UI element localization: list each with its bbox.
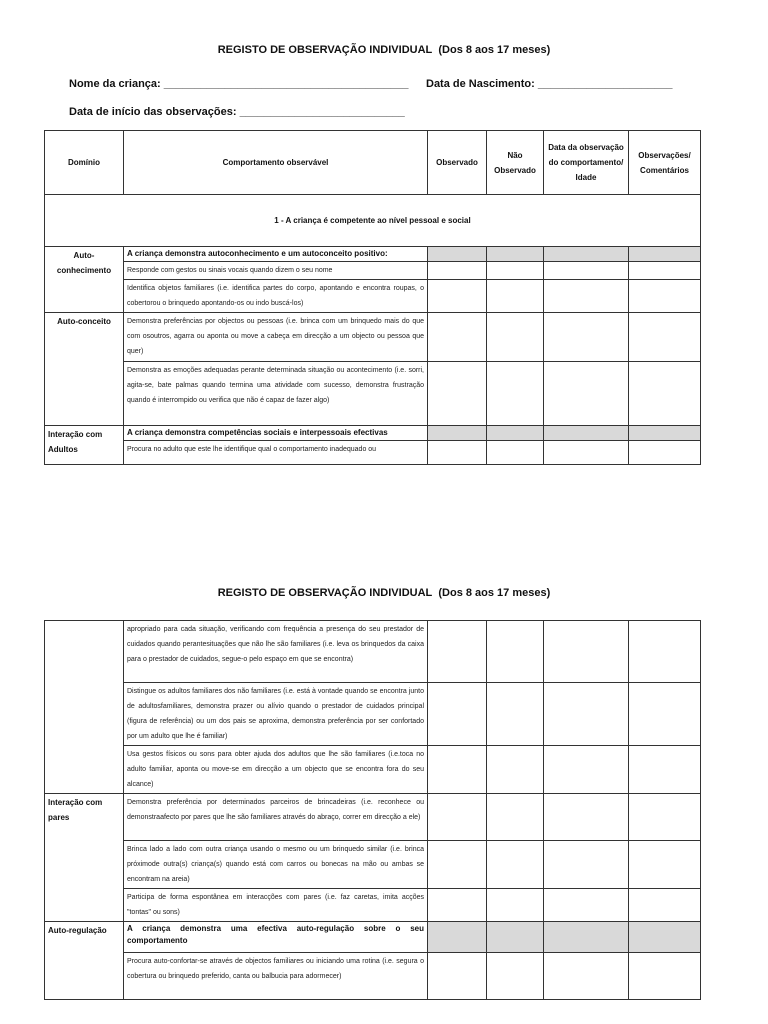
domain-interacao-pares: Interação com pares bbox=[45, 794, 124, 922]
domain-auto-regulacao: Auto-regulação bbox=[45, 922, 124, 1000]
domain-interacao-adultos: Interação com Adultos bbox=[45, 426, 124, 465]
cell-nao-observado bbox=[487, 922, 544, 953]
cell-data bbox=[544, 922, 629, 953]
cell-observado bbox=[428, 441, 487, 465]
cell-data bbox=[544, 426, 629, 441]
cell-observacoes bbox=[629, 262, 701, 280]
cell-nao-observado bbox=[487, 280, 544, 313]
cell-observacoes bbox=[629, 953, 701, 1000]
behavior-row: Demonstra as emoções adequadas perante determinada situação ou acontecimento (i.e. sorri, agita-se, bate palmas quando termina uma atividade com sucesso, demonstra frustração quando é interrompido ou verifica que não é capaz de fazer algo) bbox=[124, 362, 428, 426]
behavior-row: Procura no adulto que este lhe identifique qual o comportamento inadequado ou bbox=[124, 441, 428, 465]
cell-observado bbox=[428, 247, 487, 262]
behavior-row: Brinca lado a lado com outra criança usando o mesmo ou um brinquedo similar (i.e. brinca próximode outra(s) criança(s) quando está com carros ou bonecas na mão ou ambas se encontram na areia) bbox=[124, 841, 428, 889]
behavior-row: Usa gestos físicos ou sons para obter ajuda dos adultos que lhe são familiares (i.e.toca no adulto familiar, aponta ou move-se em direcção a um objecto que se encontra fora do seu alcance) bbox=[124, 746, 428, 794]
observation-start-field: Data de início das observações: ___________________________ bbox=[69, 106, 405, 118]
cell-nao-observado bbox=[487, 746, 544, 794]
page-subtitle-2: (Dos 8 aos 17 meses) bbox=[438, 587, 551, 599]
cell-data bbox=[544, 262, 629, 280]
domain-interacao-adultos-cont bbox=[45, 621, 124, 794]
page-title-2 bbox=[0, 587, 768, 599]
cell-observado bbox=[428, 746, 487, 794]
cell-observacoes bbox=[629, 746, 701, 794]
cell-data bbox=[544, 621, 629, 683]
cell-observacoes bbox=[629, 362, 701, 426]
cell-observado bbox=[428, 953, 487, 1000]
behavior-row: Distingue os adultos familiares dos não familiares (i.e. está à vontade quando se encontra junto de adultosfamiliares, demonstra prazer ou alívio quando o prestador de cuidados principal (figura de referência) ou um dos pais se aproxima, demonstra preferência por ser confortado por um adulto que lhe é familiar) bbox=[124, 683, 428, 746]
group-autoregulacao: A criança demonstra uma efectiva auto-regulação sobre o seu comportamento bbox=[124, 922, 428, 953]
cell-nao-observado bbox=[487, 953, 544, 1000]
behavior-row: Procura auto-confortar-se através de objectos familiares ou iniciando uma rotina (i.e. segura o cobertura ou brinquedo preferido, canta ou balbucia para adormecer) bbox=[124, 953, 428, 1000]
page-title-text: REGISTO DE OBSERVAÇÃO INDIVIDUAL bbox=[217, 44, 433, 56]
cell-data bbox=[544, 794, 629, 841]
cell-observado bbox=[428, 889, 487, 922]
cell-observado bbox=[428, 683, 487, 746]
observation-table-page2 bbox=[44, 620, 701, 1000]
domain-auto-conhecimento: Auto-conhecimento bbox=[45, 247, 124, 313]
cell-data bbox=[544, 441, 629, 465]
cell-data bbox=[544, 953, 629, 1000]
header-nao-observado: Não Observado bbox=[487, 131, 544, 195]
behavior-row: Responde com gestos ou sinais vocais quando dizem o seu nome bbox=[124, 262, 428, 280]
cell-nao-observado bbox=[487, 247, 544, 262]
cell-nao-observado bbox=[487, 362, 544, 426]
group-autoconceito: A criança demonstra autoconhecimento e um autoconceito positivo: bbox=[124, 247, 428, 262]
cell-nao-observado bbox=[487, 262, 544, 280]
cell-observado bbox=[428, 621, 487, 683]
observation-table-page1 bbox=[44, 130, 701, 465]
birth-date-field: Data de Nascimento: ______________________ bbox=[426, 78, 673, 90]
cell-observacoes bbox=[629, 683, 701, 746]
cell-data bbox=[544, 746, 629, 794]
cell-observacoes bbox=[629, 889, 701, 922]
cell-observacoes bbox=[629, 922, 701, 953]
header-data: Data da observação do comportamento/ Idade bbox=[544, 131, 629, 195]
cell-data bbox=[544, 313, 629, 362]
cell-observado bbox=[428, 841, 487, 889]
cell-observacoes bbox=[629, 313, 701, 362]
cell-data bbox=[544, 362, 629, 426]
header-dominio: Domínio bbox=[45, 131, 124, 195]
behavior-row: Participa de forma espontânea em interacções com pares (i.e. faz caretas, imita acções "tontas" ou sons) bbox=[124, 889, 428, 922]
cell-data bbox=[544, 280, 629, 313]
cell-observado bbox=[428, 313, 487, 362]
cell-observacoes bbox=[629, 247, 701, 262]
cell-observado bbox=[428, 262, 487, 280]
page-subtitle: (Dos 8 aos 17 meses) bbox=[438, 44, 551, 56]
cell-observacoes bbox=[629, 794, 701, 841]
cell-nao-observado bbox=[487, 621, 544, 683]
cell-nao-observado bbox=[487, 441, 544, 465]
cell-observado bbox=[428, 922, 487, 953]
cell-data bbox=[544, 889, 629, 922]
cell-nao-observado bbox=[487, 889, 544, 922]
domain-auto-conceito: Auto-conceito bbox=[45, 313, 124, 426]
cell-observacoes bbox=[629, 621, 701, 683]
cell-observado bbox=[428, 426, 487, 441]
page-title-text-2: REGISTO DE OBSERVAÇÃO INDIVIDUAL bbox=[217, 587, 433, 599]
cell-nao-observado bbox=[487, 841, 544, 889]
cell-nao-observado bbox=[487, 313, 544, 362]
behavior-row: Identifica objetos familiares (i.e. identifica partes do corpo, apontando e encontra roupas, o cobertorou o brinquedo apontando-os ou indo buscá-los) bbox=[124, 280, 428, 313]
behavior-row: apropriado para cada situação, verificando com frequência a presença do seu prestador de cuidados quando perantesituações que não lhe são familiares (i.e. leva os brinquedos da caixa para o prestador de cuidados, segue-o pelo espaço em que se encontra) bbox=[124, 621, 428, 683]
cell-data bbox=[544, 683, 629, 746]
header-observacoes: Observações/ Comentários bbox=[629, 131, 701, 195]
header-comportamento: Comportamento observável bbox=[124, 131, 428, 195]
cell-observado bbox=[428, 280, 487, 313]
header-observado: Observado bbox=[428, 131, 487, 195]
child-name-field: Nome da criança: ________________________________________ bbox=[69, 78, 409, 90]
section-heading: 1 - A criança é competente ao nível pessoal e social bbox=[45, 195, 701, 247]
cell-data bbox=[544, 247, 629, 262]
cell-nao-observado bbox=[487, 683, 544, 746]
cell-observacoes bbox=[629, 280, 701, 313]
page-title bbox=[0, 44, 768, 56]
group-competencias: A criança demonstra competências sociais e interpessoais efectivas bbox=[124, 426, 428, 441]
cell-observacoes bbox=[629, 426, 701, 441]
cell-observado bbox=[428, 794, 487, 841]
cell-observacoes bbox=[629, 441, 701, 465]
cell-observacoes bbox=[629, 841, 701, 889]
behavior-row: Demonstra preferências por objectos ou pessoas (i.e. brinca com um brinquedo mais do que com osoutros, agarra ou aponta ou move a cabeça em direcção a um objecto ou pessoa que quer) bbox=[124, 313, 428, 362]
cell-data bbox=[544, 841, 629, 889]
cell-observado bbox=[428, 362, 487, 426]
behavior-row: Demonstra preferência por determinados parceiros de brincadeiras (i.e. reconhece ou demonstraafecto por pares que lhe são familiares através do abraço, correr em direcção a ele) bbox=[124, 794, 428, 841]
cell-nao-observado bbox=[487, 794, 544, 841]
cell-nao-observado bbox=[487, 426, 544, 441]
